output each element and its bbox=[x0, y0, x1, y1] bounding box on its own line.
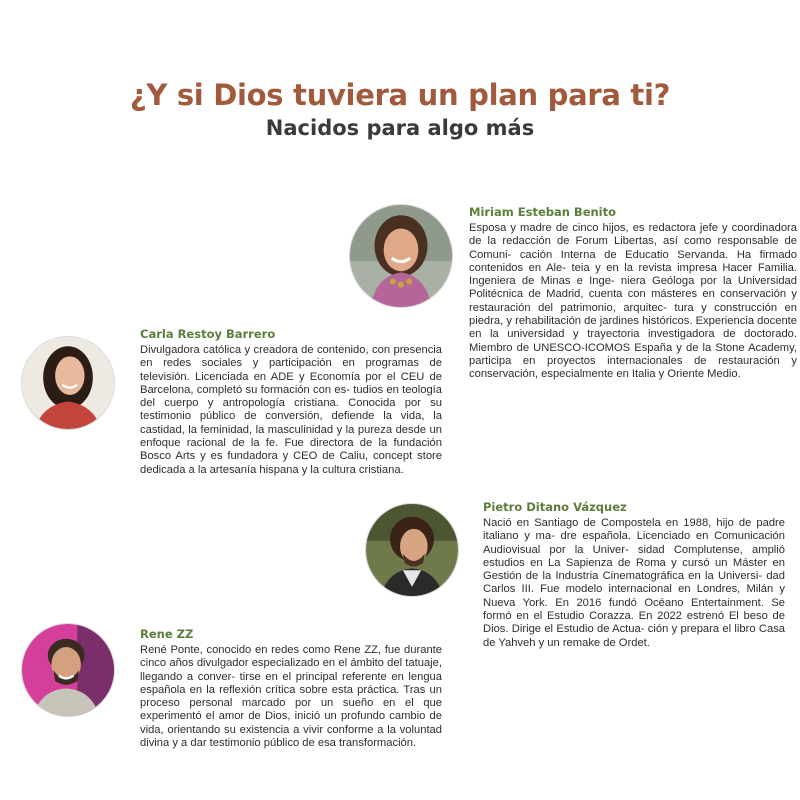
page-title: ¿Y si Dios tuviera un plan para ti? bbox=[129, 78, 671, 112]
speaker-pietro bbox=[483, 500, 785, 650]
speaker-bio: Esposa y madre de cinco hijos, es redactora jefe y coordinadora de la redacción de Forum Libertas, así como responsable de Comuni- cación Interna de Educatio Servanda. Ha firmado contenidos en Ale- teia y en la revista impresa Hacer Familia. Ingeniera de Minas e Inge- niera Geóloga por la Universidad Politécnica de Madrid, cuenta con másteres en conservación y restauración del patrimonio, arquitec- tura y construcción en piedra, y rehabilitación de jardines históricos. Experiencia docente en la universidad y trayectoria investigadora de doctorado. Miembro de UNESCO-ICOMOS España y de la Stone Academy, participa en proyectos internacionales de restauración y conservación, especialmente en Italia y Oriente Medio. bbox=[469, 222, 797, 381]
avatar-pietro bbox=[365, 503, 459, 597]
speaker-rene bbox=[140, 627, 442, 750]
speaker-carla bbox=[140, 327, 442, 477]
speaker-name: Carla Restoy Barrero bbox=[140, 327, 276, 341]
avatar-miriam bbox=[349, 204, 453, 308]
speaker-bio: Nació en Santiago de Compostela en 1988, hijo de padre italiano y ma- dre española. Licenciado en Comunicación Audiovisual por la Univer- sidad Complutense, amplió estudios en La Sapienza de Roma y cursó un Máster en Gestión de la Industria Cinematográfica en la Universi- dad Carlos III. Fue modelo internacional en Londres, Milán y Nueva York. En 2016 fundó Océano Entertainment. Se formó en el Estudio Corazza. En 2022 estrenó El beso de Dios. Dirige el Estudio de Actua- ción y prepara el libro Casa de Yahveh y un remake de Ordet. bbox=[483, 517, 785, 649]
speaker-name: Pietro Ditano Vázquez bbox=[483, 500, 627, 514]
avatar-carla bbox=[21, 336, 115, 430]
speaker-bio: René Ponte, conocido en redes como Rene ZZ, fue durante cinco años divulgador especializado en el ámbito del tatuaje, llegando a conver- tirse en el principal referente en lengua española en la reflexión crítica sobre esta práctica. Tras un proceso personal marcado por un sueño en el que experimentó el amor de Dios, inició un profundo cambio de vida, orientando su existencia a vivir conforme a la voluntad divina y a dar testimonio público de esa transformación. bbox=[140, 644, 442, 750]
avatar-rene bbox=[21, 623, 115, 717]
page-subtitle: Nacidos para algo más bbox=[265, 116, 535, 140]
speaker-miriam bbox=[469, 205, 797, 382]
speaker-name: Rene ZZ bbox=[140, 627, 194, 641]
speaker-name: Miriam Esteban Benito bbox=[469, 205, 617, 219]
speaker-bio: Divulgadora católica y creadora de contenido, con presencia en redes sociales y participación en programas de televisión. Licenciada en ADE y Economía por el CEU de Barcelona, completó su formación con es- tudios en teología del cuerpo y antropología cristiana. Conocida por su testimonio público de conversión, defiende la vida, la castidad, la feminidad, la masculinidad y la pureza desde un enfoque racional de la fe. Fue directora de la fundación Bosco Arts y es fundadora y CEO de Caliu, concept store dedicada a la artesanía hispana y la cultura cristiana. bbox=[140, 344, 442, 476]
